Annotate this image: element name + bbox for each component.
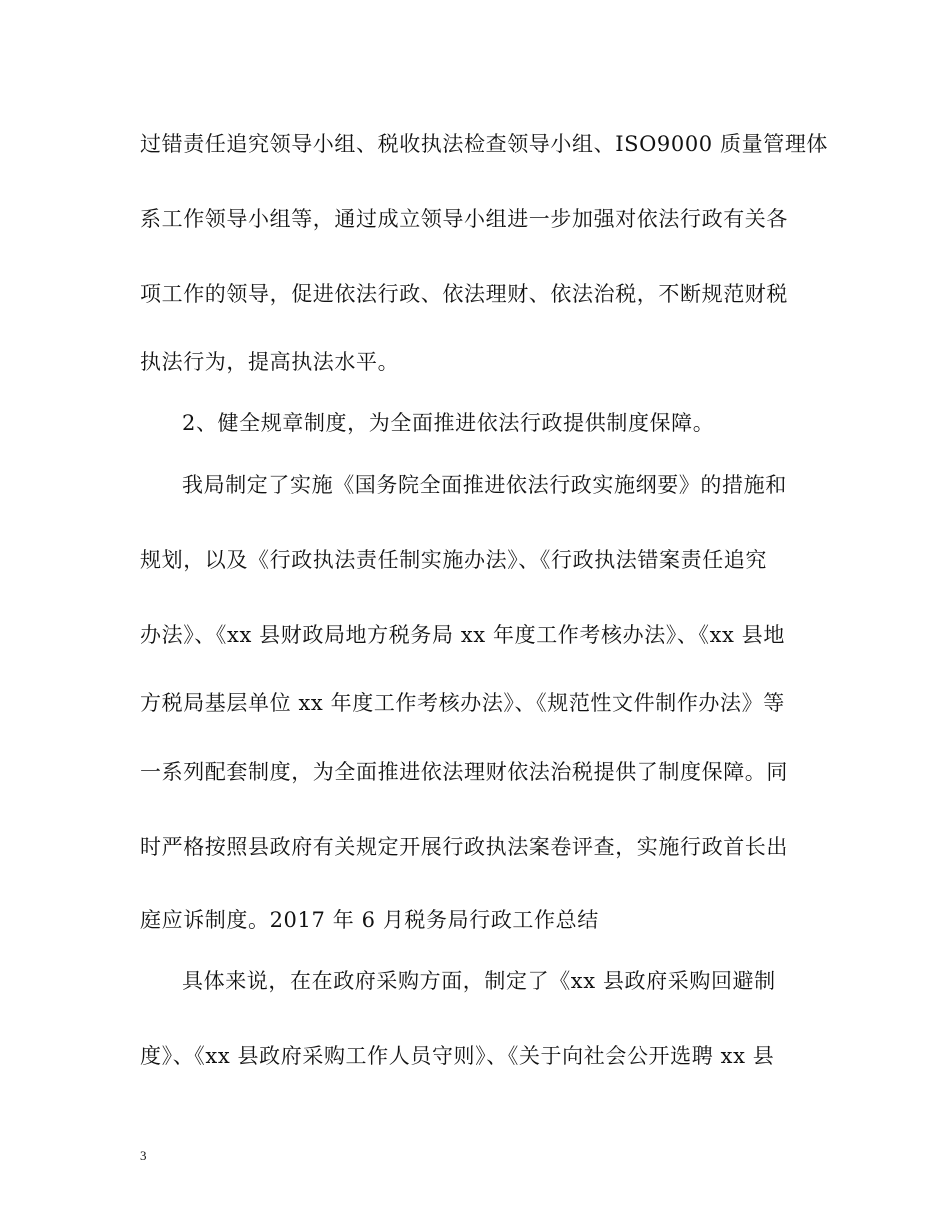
text-line: 规划，以及《行政执法责任制实施办法》、《行政执法错案责任追究 [140,548,767,572]
text-line: 执法行为，提高执法水平。 [140,350,400,374]
text-line: 时严格按照县政府有关规定开展行政执法案卷评查，实施行政首长出 [140,835,788,859]
text-line: 系工作领导小组等，通过成立领导小组进一步加强对依法行政有关各 [140,207,788,231]
text-line: 度》、《xx 县政府采购工作人员守则》、《关于向社会公开选聘 xx 县 [140,1044,775,1068]
text-line: 我局制定了实施《国务院全面推进依法行政实施纲要》的措施和 [182,473,787,497]
text-line: 方税局基层单位 xx 年度工作考核办法》、《规范性文件制作办法》等 [140,691,785,715]
text-line: 庭应诉制度。2017 年 6 月税务局行政工作总结 [140,908,599,932]
text-line: 项工作的领导，促进依法行政、依法理财、依法治税，不断规范财税 [140,282,788,306]
page-number: 3 [140,1148,147,1163]
text-line: 一系列配套制度，为全面推进依法理财依法治税提供了制度保障。同 [140,760,788,784]
section-heading: 2、健全规章制度，为全面推进依法行政提供制度保障。 [182,411,715,435]
text-line: 具体来说，在在政府采购方面，制定了《xx 县政府采购回避制 [182,969,776,993]
text-line: 办法》、《xx 县财政局地方税务局 xx 年度工作考核办法》、《xx 县地 [140,623,785,647]
text-line: 过错责任追究领导小组、税收执法检查领导小组、ISO9000 质量管理体 [140,132,829,156]
